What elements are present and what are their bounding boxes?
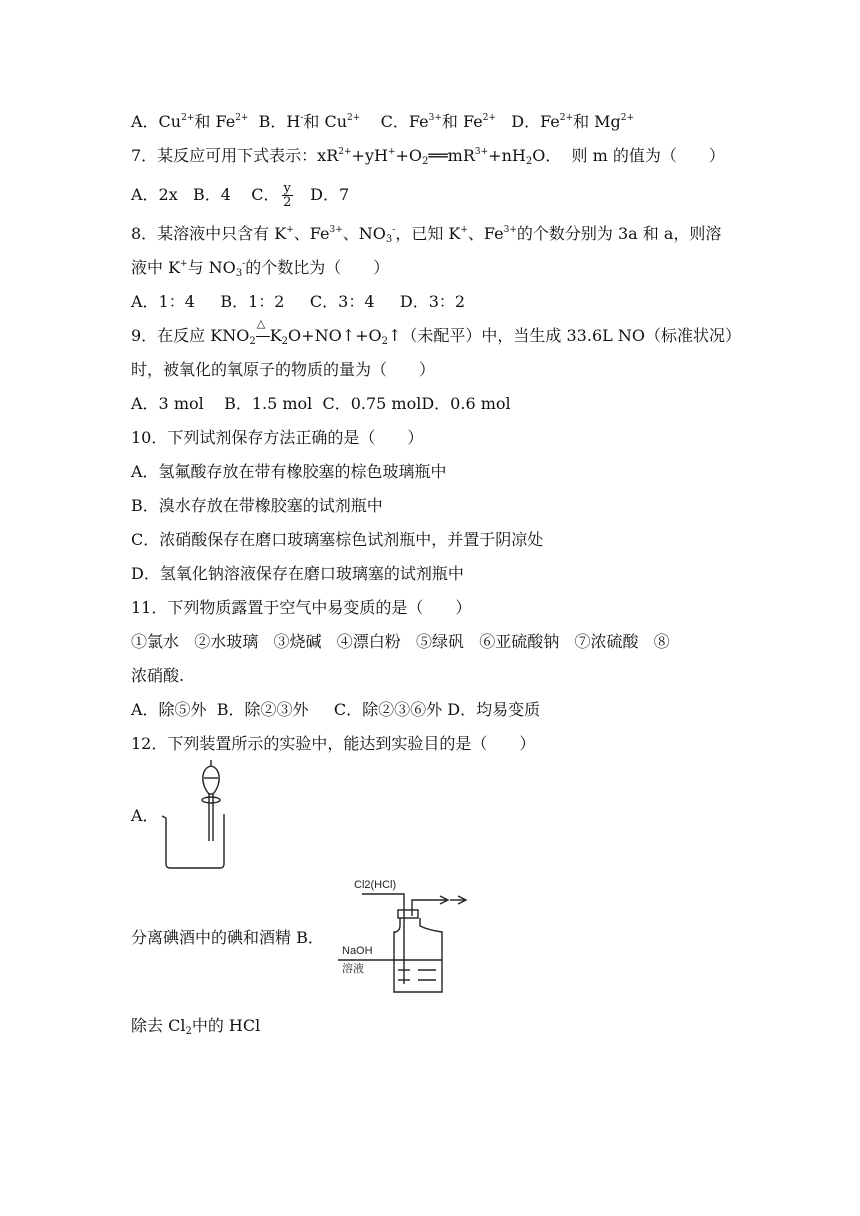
q11-items: ①氯水 ②水玻璃 ③烧碱 ④漂白粉 ⑤绿矾 ⑥亚硫酸钠 ⑦浓硫酸 ⑧ xyxy=(131,632,670,651)
q12-option-a-label: A． xyxy=(131,806,159,825)
q10-option-a: A．氢氟酸存放在带有橡胶塞的棕色玻璃瓶中 xyxy=(131,462,447,481)
q10-option-c: C．浓硝酸保存在磨口玻璃塞棕色试剂瓶中，并置于阴凉处 xyxy=(131,530,544,549)
q10-stem: 10．下列试剂保存方法正确的是（ ） xyxy=(131,428,424,447)
q10-option-d: D．氢氧化钠溶液保存在磨口玻璃塞的试剂瓶中 xyxy=(131,564,464,583)
q8-stem-line1: 8．某溶液中只含有 K+、$Fe^{3+}$、$NO_3^-$，已知 K+、$Fe^{3+}$的个数分别为 3a 和 a，则溶 xyxy=(131,224,722,245)
q12-option-b-caption: 除去 $Cl_2$中的 HCl xyxy=(131,1016,261,1037)
gas-wash-bottle-figure xyxy=(338,874,470,998)
q9-stem-line1: 9．在反应 $KNO_2$ △ $K_2O+NO↑+O_2↑$（未配平）中，当生成 33.6L NO（标准状况） xyxy=(131,317,741,347)
q11-options: A．除⑤外 B．除②③外 C．除②③⑥外 D．均易变质 xyxy=(131,700,541,719)
q6-options: A．$Cu^{2+}$和 $Fe^{2+}$ B．H-和 $Cu^{2+}$ C．$Fe^{3+}$和 $Fe^{2+}$ D．$Fe^{2+}$和 $Mg^{2+}$ xyxy=(131,112,635,131)
q7-options: A．2x B．4 C． $\frac{y}{2}$ D．7 xyxy=(131,181,350,210)
q12-option-a-caption: 分离碘酒中的碘和酒精 B． xyxy=(131,928,324,947)
q11-items-cont: 浓硝酸. xyxy=(131,666,185,685)
separatory-funnel-figure xyxy=(158,756,238,872)
heat-arrow: △ xyxy=(256,326,270,346)
q10-option-b: B．溴水存放在带橡胶塞的试剂瓶中 xyxy=(131,496,383,515)
q11-stem: 11．下列物质露置于空气中易变质的是（ ） xyxy=(131,598,472,617)
q9-options: A．3 mol B．1.5 mol C．0.75 molD．0.6 mol xyxy=(131,394,511,413)
fraction-y-over-2: $\frac{y}{2}$ xyxy=(283,181,292,210)
gas-label: Cl2(HCl) xyxy=(354,879,397,891)
q9-stem-line2: 时，被氧化的氧原子的物质的量为（ ） xyxy=(131,360,436,379)
q7-stem: 7．某反应可用下式表示：$xR^{2+}+yH^++O_2══mR^{3+}+nH_2O$． 则 m 的值为（ ） xyxy=(131,146,725,167)
q12-stem: 12．下列装置所示的实验中，能达到实验目的是（ ） xyxy=(131,734,536,753)
q8-options: A．1：4 B．1：2 C．3：4 D．3：2 xyxy=(131,292,466,311)
naoh-label: NaOH xyxy=(342,945,373,957)
solution-label: 溶液 xyxy=(342,963,364,975)
q8-stem-line2: 液中 K+与 $NO_3^-$的个数比为（ ） xyxy=(131,258,390,279)
